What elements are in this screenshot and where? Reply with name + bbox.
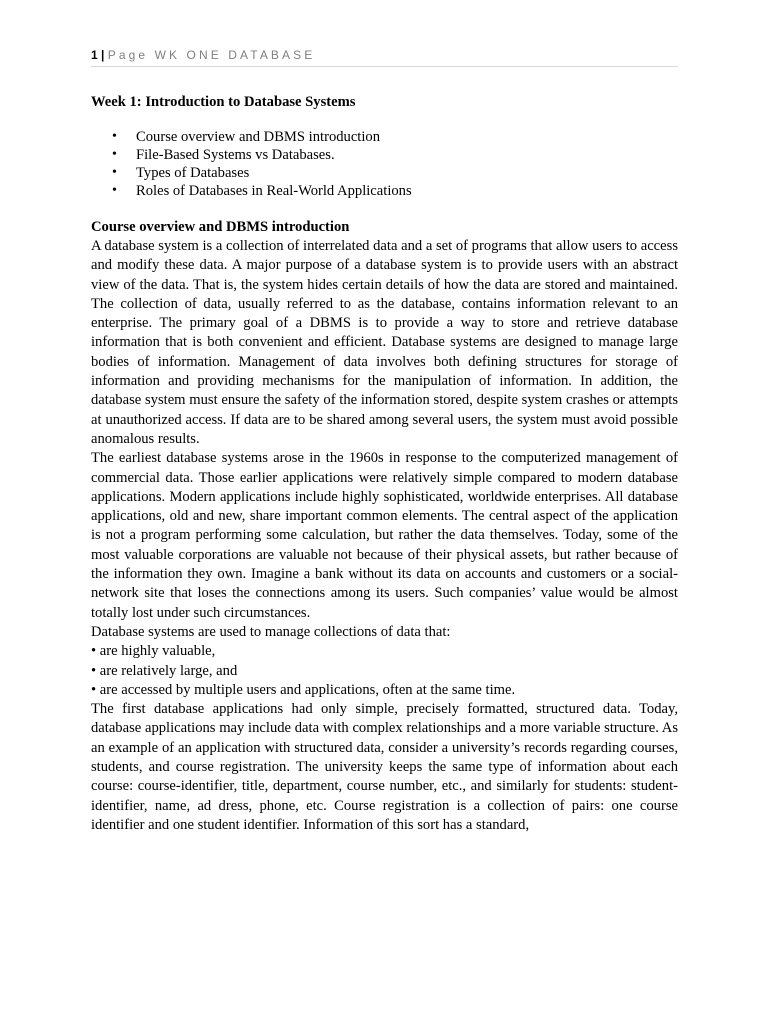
bullet-paragraph: • are relatively large, and <box>91 662 238 679</box>
page-number: 1 <box>91 48 98 62</box>
bullet-icon: • <box>112 129 117 144</box>
section-heading: Course overview and DBMS introduction <box>91 219 350 235</box>
topic-text: Course overview and DBMS introduction <box>136 129 381 145</box>
list-item <box>91 164 678 182</box>
list-item <box>91 182 678 200</box>
list-item <box>91 128 678 146</box>
paragraph: The earliest database systems arose in the 1960s in response to the computerized management of commercial data. Those earlier applications were relatively simple compared to modern database applications. Modern applications include highly sophisticated, worldwide enterprises. All database applications, old and new, share important common elements. The central aspect of the application is not a program performing some calculation, but rather the data themselves. Today, some of the most valuable corporations are valuable not because of their physical assets, but rather because of the information they own. Imagine a bank without its data on accounts and customers or a social-network site that loses the connections among its users. Such companies’ value would be almost totally lost under such circumstances. <box>91 450 678 621</box>
topic-text: File-Based Systems vs Databases. <box>136 147 335 163</box>
bullet-paragraph: • are accessed by multiple users and applications, often at the same time. <box>91 681 516 698</box>
bullet-icon: • <box>112 183 117 198</box>
bullet-icon: • <box>112 165 117 180</box>
topic-text: Roles of Databases in Real-World Applications <box>136 183 412 199</box>
document-title: Week 1: Introduction to Database Systems <box>91 94 356 110</box>
paragraph: A database system is a collection of interrelated data and a set of programs that allow users to access and modify these data. A major purpose of a database system is to provide users with an abstract view of the data. That is, the system hides certain details of how the data are stored and maintained. The collection of data, usually referred to as the database, contains information relevant to an enterprise. The primary goal of a DBMS is to provide a way to store and retrieve database information that is both convenient and efficient. Database systems are designed to manage large bodies of information. Management of data involves both defining structures for storage of information and providing mechanisms for the manipulation of information. In addition, the database system must ensure the safety of the information stored, despite system crashes or attempts at unauthorized access. If data are to be shared among several users, the system must avoid possible anomalous results. <box>91 238 678 447</box>
page-header <box>91 47 678 67</box>
list-item <box>91 146 678 164</box>
bullet-paragraph: • are highly valuable, <box>91 643 216 660</box>
paragraph: The first database applications had only simple, precisely formatted, structured data. Today, database applications may include data with complex relationships and a more variable structure. As an example of an application with structured data, consider a university’s records regarding courses, students, and course registration. The university keeps the same type of information about each course: course-identifier, title, department, course number, etc., and similarly for students: student-identifier, name, ad dress, phone, etc. Course registration is a collection of pairs: one course identifier and one student identifier. Information of this sort has a standard, <box>91 701 678 833</box>
header-separator: | <box>101 48 105 62</box>
topic-text: Types of Databases <box>136 165 250 181</box>
document-body <box>91 93 678 835</box>
header-label: Page WK ONE DATABASE <box>107 48 316 62</box>
paragraph: Database systems are used to manage collections of data that: <box>91 623 451 640</box>
topic-list <box>91 128 678 200</box>
bullet-icon: • <box>112 147 117 162</box>
